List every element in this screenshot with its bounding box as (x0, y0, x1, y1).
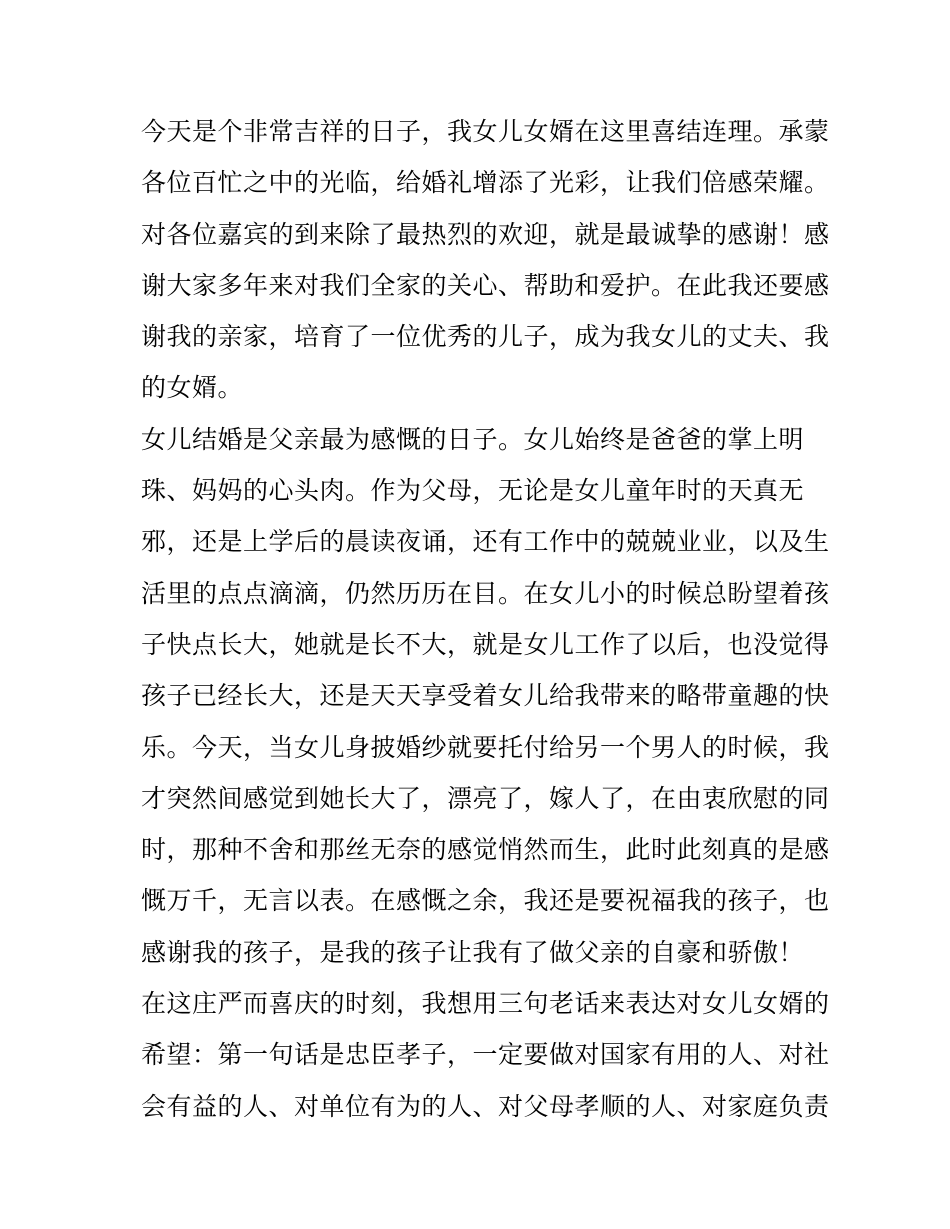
text-line: 在这庄严而喜庆的时刻，我想用三句老话来表达对女儿女婿的 (141, 989, 830, 1019)
text-line: 时，那种不舍和那丝无奈的感觉悄然而生，此时此刻真的是感 (141, 835, 830, 865)
text-line: 希望：第一句话是忠臣孝子，一定要做对国家有用的人、对社 (141, 1040, 830, 1070)
text-line: 谢大家多年来对我们全家的关心、帮助和爱护。在此我还要感 (141, 270, 830, 300)
text-line: 对各位嘉宾的到来除了最热烈的欢迎，就是最诚挚的感谢！感 (141, 219, 830, 249)
text-line: 邪，还是上学后的晨读夜诵，还有工作中的兢兢业业，以及生 (141, 527, 830, 557)
text-line: 今天是个非常吉祥的日子，我女儿女婿在这里喜结连理。承蒙 (141, 117, 830, 146)
text-line: 活里的点点滴滴，仍然历历在目。在女儿小的时候总盼望着孩 (141, 578, 830, 608)
text-line: 珠、妈妈的心头肉。作为父母，无论是女儿童年时的天真无 (141, 476, 805, 506)
text-line: 女儿结婚是父亲最为感慨的日子。女儿始终是爸爸的掌上明 (141, 424, 805, 454)
text-line: 才突然间感觉到她长大了，漂亮了，嫁人了，在由衷欣慰的同 (141, 783, 830, 813)
text-line: 会有益的人、对单位有为的人、对父母孝顺的人、对家庭负责 (141, 1091, 830, 1121)
text-line: 谢我的亲家，培育了一位优秀的儿子，成为我女儿的丈夫、我 (141, 322, 830, 352)
text-line: 乐。今天，当女儿身披婚纱就要托付给另一个男人的时候，我 (141, 732, 830, 762)
text-line: 各位百忙之中的光临，给婚礼增添了光彩，让我们倍感荣耀。 (141, 168, 830, 198)
text-line: 子快点长大，她就是长不大，就是女儿工作了以后，也没觉得 (141, 629, 830, 659)
speech-text (141, 106, 830, 1132)
text-line: 孩子已经长大，还是天天享受着女儿给我带来的略带童趣的快 (141, 681, 830, 711)
text-line: 感谢我的孩子，是我的孩子让我有了做父亲的自豪和骄傲！ (141, 937, 805, 967)
text-line: 的女婿。 (141, 373, 244, 403)
text-line: 慨万千，无言以表。在感慨之余，我还是要祝福我的孩子，也 (141, 886, 830, 916)
